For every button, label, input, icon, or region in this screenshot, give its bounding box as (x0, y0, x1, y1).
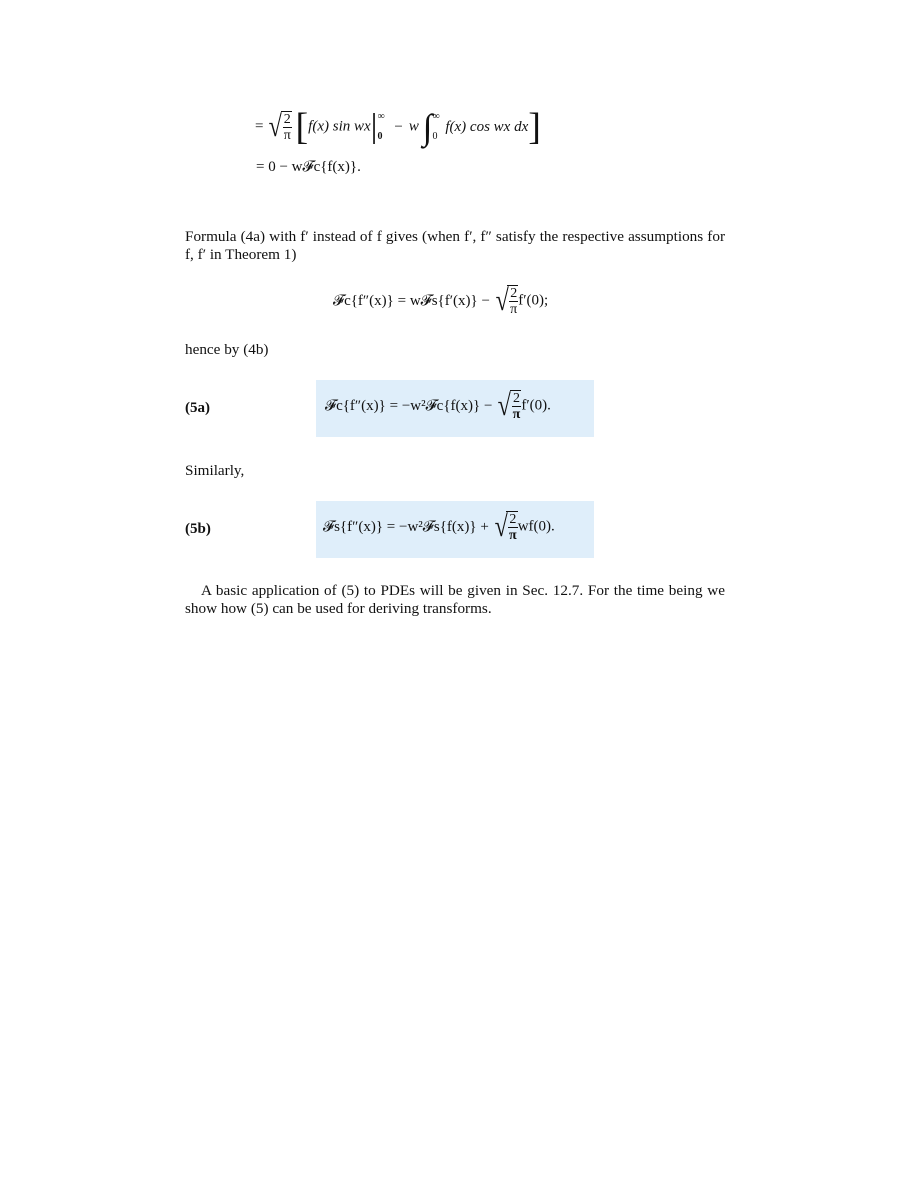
radical-sign: √ (494, 510, 508, 543)
paragraph-formula-4a: Formula (4a) with f′ instead of f gives (when f′, f″ satisfy the respective assumptions for f, f′ in Theorem 1) (185, 228, 725, 263)
paragraph-hence: hence by (4b) (185, 341, 269, 358)
paragraph-basic-application: A basic application of (5) to PDEs will be given in Sec. 12.7. For the time being we show how (5) can be used for deriving transforms. (185, 582, 725, 617)
sqrt-2-over-pi (493, 511, 518, 543)
radical-sign: √ (268, 110, 283, 143)
sqrt-2-over-pi (494, 285, 519, 317)
equation-lhs: 𝓕s{f″(x)} = −w²𝓕s{f(x)} + (323, 519, 489, 535)
equation-5a (325, 390, 551, 422)
radical-sign: √ (497, 389, 512, 422)
sqrt-2-over-pi (267, 111, 292, 143)
equation-rhs: f′(0); (518, 292, 549, 309)
fraction: $\frac{2}{\pi}$ (510, 286, 518, 317)
radical-sign: √ (495, 284, 509, 317)
evaluation-limits: ∞ 0 (377, 111, 385, 142)
paragraph-similarly: Similarly, (185, 462, 245, 479)
equation-rhs: f′(0). (521, 397, 551, 414)
equation-intermediate (333, 285, 548, 317)
integrand: f(x) cos wx dx (445, 118, 529, 135)
fraction: $\frac{2}{\pi}$ (283, 112, 291, 143)
left-bracket: [ (295, 106, 309, 148)
coefficient-w: w (408, 118, 419, 135)
evaluation-bar: | (370, 108, 378, 145)
equation-lhs: 𝓕c{f″(x)} = w𝓕s{f′(x)} − (333, 293, 490, 309)
equation-rhs: wf(0). (517, 518, 555, 535)
sqrt-2-over-pi (496, 390, 521, 422)
derivation-line-1 (255, 108, 541, 152)
equation-lhs: 𝓕c{f″(x)} = −w²𝓕c{f(x)} − (325, 398, 493, 414)
equation-label-5b: (5b) (185, 521, 211, 537)
bracket-term-1: f(x) sin wx (308, 118, 371, 135)
fraction: $\frac{2}{\pi}$ (512, 391, 521, 422)
derivation-line-2: = 0 − w𝓕c{f(x)}. (256, 159, 361, 175)
right-bracket: ] (528, 106, 541, 148)
equation-5b (323, 511, 555, 543)
integral-sign: ∫ (422, 107, 433, 147)
integral-limits: ∞ 0 (432, 111, 440, 142)
equals-sign: = (255, 118, 264, 135)
equation-label-5a: (5a) (185, 400, 210, 416)
minus-sign: − (394, 118, 403, 135)
fraction: $\frac{2}{\pi}$ (509, 512, 517, 543)
